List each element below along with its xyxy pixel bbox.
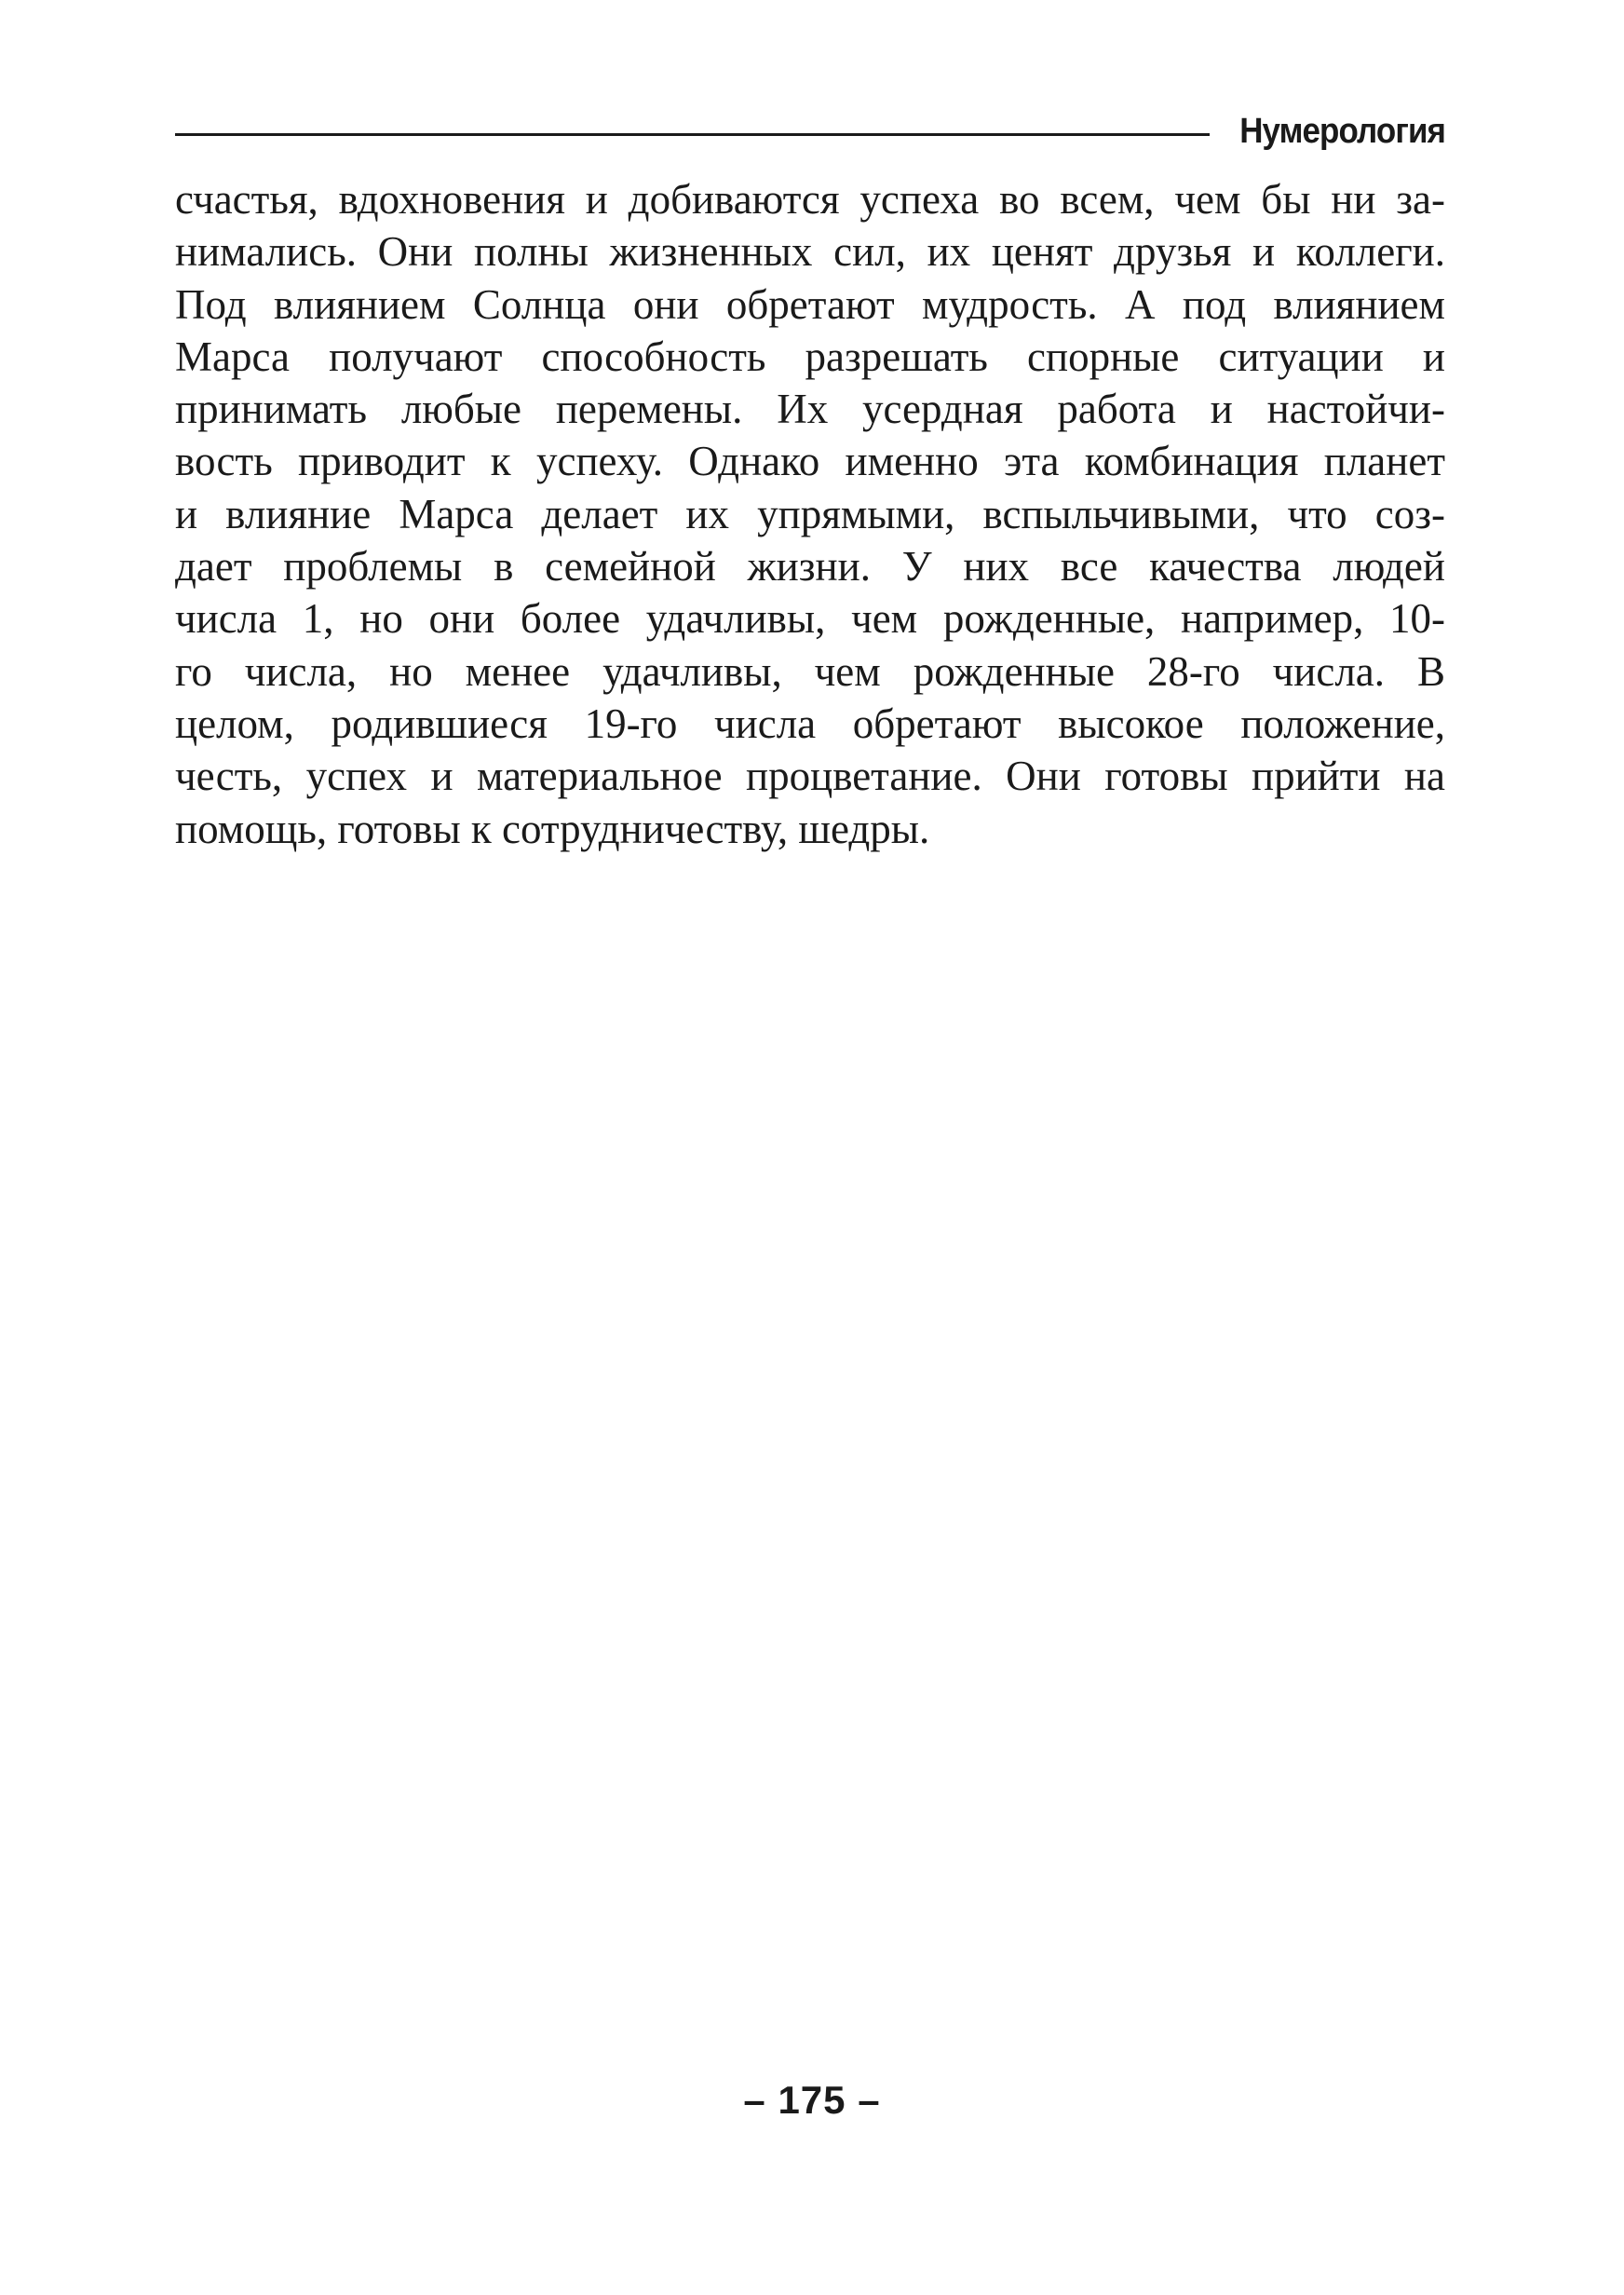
header-title: Нумерология	[1239, 112, 1445, 151]
text-line: числа 1, но они более удачливы, чем рожденные, например, 10-	[175, 595, 1445, 643]
text-line: дает проблемы в семейной жизни. У них все качества людей	[175, 543, 1445, 591]
page-number: – 175 –	[743, 2078, 881, 2122]
text-line: вость приводит к успеху. Однако именно эта комбинация планет	[175, 438, 1445, 485]
text-line: нимались. Они полны жизненных сил, их ценят друзья и коллеги.	[175, 228, 1445, 276]
text-line: Под влиянием Солнца они обретают мудрость. А под влиянием	[175, 280, 1445, 328]
text-line: Марса получают способность разрешать спорные ситуации и	[175, 333, 1445, 380]
text-line: и влияние Марса делает их упрямыми, вспыльчивыми, что соз-	[175, 490, 1445, 537]
text-line: счастья, вдохновения и добиваются успеха во всем, чем бы ни за-	[175, 176, 1445, 223]
text-line-last: помощь, готовы к сотрудничеству, шедры.	[175, 805, 930, 852]
text-line: принимать любые перемены. Их усердная работа и настойчи-	[175, 386, 1445, 433]
text-line: честь, успех и материальное процветание. Они готовы прийти на	[175, 753, 1445, 800]
text-line: го числа, но менее удачливы, чем рожденные 28-го числа. В	[175, 647, 1445, 695]
text-line: целом, родившиеся 19-го числа обретают высокое положение,	[175, 699, 1445, 747]
body-paragraph	[175, 173, 1445, 855]
header-rule	[175, 133, 1210, 136]
running-header	[175, 104, 1445, 158]
